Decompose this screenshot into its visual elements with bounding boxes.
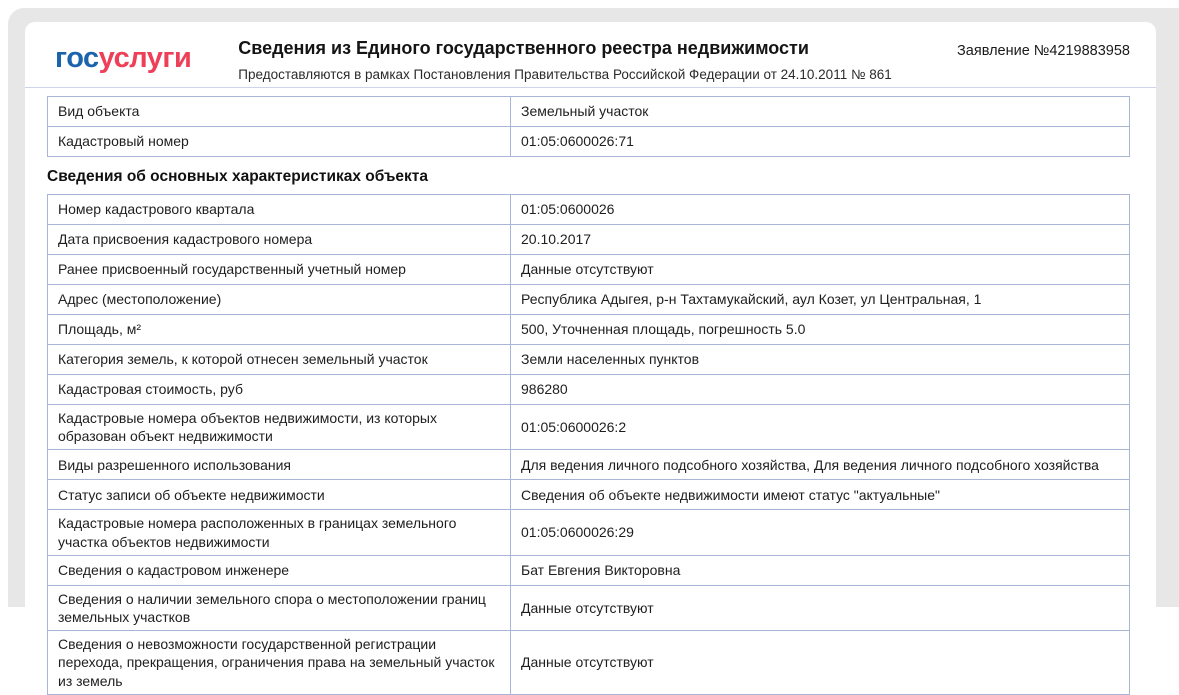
row-value: 20.10.2017 — [511, 225, 1129, 254]
row-label: Дата присвоения кадастрового номера — [48, 225, 511, 254]
row-label: Кадастровый номер — [48, 127, 511, 156]
row-value: Данные отсутствуют — [511, 631, 1129, 694]
table-row — [48, 509, 1129, 554]
table-row — [48, 585, 1129, 630]
row-label: Кадастровые номера расположенных в границах земельного участка объектов недвижимости — [48, 510, 511, 554]
row-value: Сведения об объекте недвижимости имеют статус "актуальные" — [511, 480, 1129, 509]
row-value: Земельный участок — [511, 97, 1129, 126]
row-label: Категория земель, к которой отнесен земельный участок — [48, 345, 511, 374]
section-title: Сведения об основных характеристиках объекта — [47, 168, 1130, 186]
row-label: Вид объекта — [48, 97, 511, 126]
row-label: Статус записи об объекте недвижимости — [48, 480, 511, 509]
row-label: Сведения о кадастровом инженере — [48, 556, 511, 585]
table-row — [48, 630, 1129, 694]
table-row — [48, 314, 1129, 344]
logo-text-red: услуги — [99, 42, 192, 74]
row-value: 01:05:0600026:29 — [511, 510, 1129, 554]
characteristics-table — [47, 194, 1130, 695]
table-row — [48, 224, 1129, 254]
row-value: 01:05:0600026:2 — [511, 405, 1129, 449]
table-row — [48, 97, 1129, 126]
row-value: Республика Адыгея, р-н Тахтамукайский, аул Козет, ул Центральная, 1 — [511, 285, 1129, 314]
table-row — [48, 449, 1129, 479]
row-label: Адрес (местоположение) — [48, 285, 511, 314]
row-value: Данные отсутствуют — [511, 255, 1129, 284]
table-row — [48, 254, 1129, 284]
row-label: Кадастровая стоимость, руб — [48, 375, 511, 404]
document-header — [25, 22, 1156, 88]
row-label: Сведения о наличии земельного спора о местоположении границ земельных участков — [48, 586, 511, 630]
row-value: 01:05:0600026:71 — [511, 127, 1129, 156]
row-label: Виды разрешенного использования — [48, 450, 511, 479]
page-subtitle: Предоставляются в рамках Постановления Правительства Российской Федерации от 24.10.2011 № 861 — [238, 67, 891, 82]
header-titles — [238, 37, 891, 82]
logo-text-blue: гос — [55, 42, 99, 74]
object-summary-table — [47, 96, 1130, 157]
table-row — [48, 195, 1129, 224]
row-label: Кадастровые номера объектов недвижимости, из которых образован объект недвижимости — [48, 405, 511, 449]
row-label: Сведения о невозможности государственной регистрации перехода, прекращения, ограничения права на земельный участок из земель — [48, 631, 511, 694]
row-value: Земли населенных пунктов — [511, 345, 1129, 374]
document-card — [25, 22, 1156, 617]
gosuslugi-logo — [55, 37, 191, 73]
row-value: 500, Уточненная площадь, погрешность 5.0 — [511, 315, 1129, 344]
application-number: Заявление №4219883958 — [957, 37, 1130, 59]
table-row — [48, 479, 1129, 509]
table-row — [48, 126, 1129, 156]
row-value: Для ведения личного подсобного хозяйства, Для ведения личного подсобного хозяйства — [511, 450, 1129, 479]
row-value: Данные отсутствуют — [511, 586, 1129, 630]
row-value: 01:05:0600026 — [511, 195, 1129, 224]
page-title: Сведения из Единого государственного реестра недвижимости — [238, 37, 891, 60]
table-row — [48, 344, 1129, 374]
table-row — [48, 374, 1129, 404]
window-background — [8, 8, 1179, 607]
document-content — [25, 96, 1156, 695]
row-label: Ранее присвоенный государственный учетный номер — [48, 255, 511, 284]
table-row — [48, 284, 1129, 314]
row-label: Номер кадастрового квартала — [48, 195, 511, 224]
row-label: Площадь, м² — [48, 315, 511, 344]
table-row — [48, 555, 1129, 585]
table-row — [48, 404, 1129, 449]
row-value: Бат Евгения Викторовна — [511, 556, 1129, 585]
row-value: 986280 — [511, 375, 1129, 404]
